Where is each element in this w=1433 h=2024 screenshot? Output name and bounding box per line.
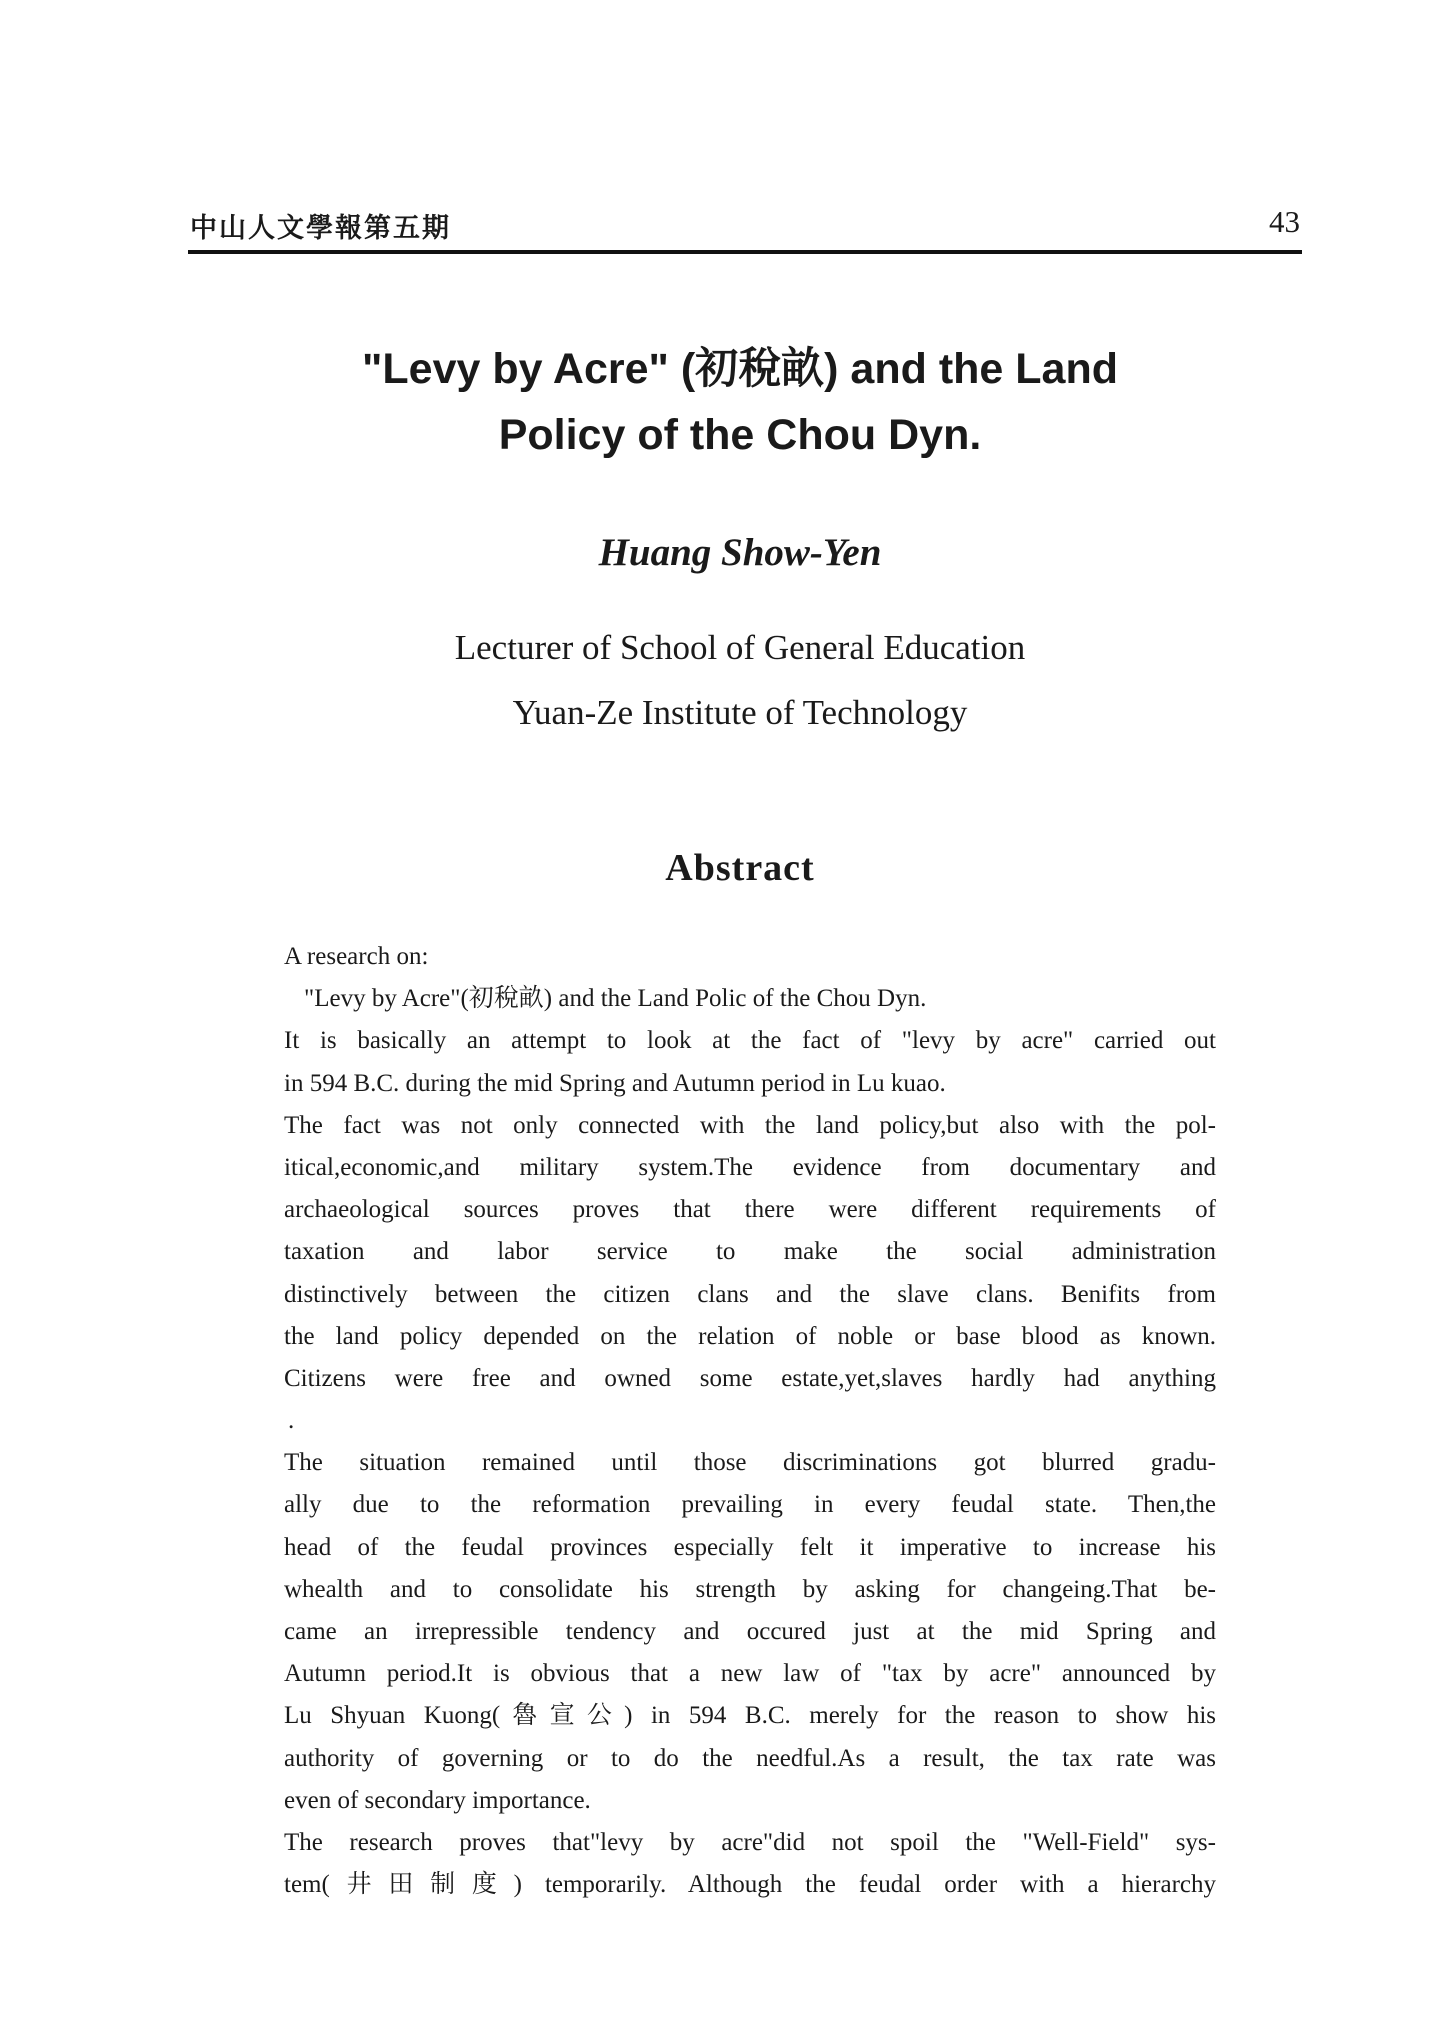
header-rule <box>188 250 1302 254</box>
abstract-line: A research on: <box>284 943 429 970</box>
abstract-line: The fact was not only connected with the land policy,but also with the pol- <box>284 1111 1216 1139</box>
title-line-1: "Levy by Acre" (初稅畝) and the Land <box>362 345 1118 393</box>
abstract-heading: Abstract <box>665 847 815 889</box>
abstract-line: itical,economic,and military system.The evidence from documentary and <box>284 1153 1216 1181</box>
abstract-line: Lu Shyuan Kuong(魯宣公) in 594 B.C. merely for the reason to show his <box>284 1702 1216 1730</box>
abstract-line: . <box>288 1407 295 1435</box>
abstract-line: Citizens were free and owned some estate,yet,slaves hardly had anything <box>284 1364 1216 1392</box>
abstract-line: ally due to the reformation prevailing in every feudal state. Then,the <box>284 1491 1216 1519</box>
abstract-line: archaeological sources proves that there were different requirements of <box>284 1196 1216 1224</box>
abstract-line: Autumn period.It is obvious that a new law of "tax by acre" announced by <box>284 1660 1216 1688</box>
abstract-line: authority of governing or to do the needful.As a result, the tax rate was <box>284 1744 1216 1772</box>
abstract-body <box>284 936 1216 1906</box>
page-number: 43 <box>1269 204 1300 239</box>
title-line-2: Policy of the Chou Dyn. <box>498 411 982 459</box>
abstract-line: even of secondary importance. <box>284 1786 591 1814</box>
abstract-line: in 594 B.C. during the mid Spring and Autumn period in Lu kuao. <box>284 1069 946 1097</box>
paper-title <box>300 336 1180 468</box>
journal-name: 中山人文學報第五期 <box>190 213 451 244</box>
abstract-line: The research proves that"levy by acre"did not spoil the "Well-Field" sys- <box>284 1828 1216 1856</box>
abstract-line: whealth and to consolidate his strength by asking for changeing.That be- <box>284 1575 1216 1603</box>
abstract-line: taxation and labor service to make the social administration <box>284 1238 1216 1266</box>
affiliation-line-1: Lecturer of School of General Education <box>454 628 1026 667</box>
abstract-line: distinctively between the citizen clans and the slave clans. Benifits from <box>284 1280 1216 1308</box>
abstract-line: The situation remained until those discriminations got blurred gradu- <box>284 1449 1216 1477</box>
abstract-line: "Levy by Acre"(初稅畝) and the Land Polic of the Chou Dyn. <box>304 985 927 1013</box>
abstract-line: tem(井田制度) temporarily. Although the feudal order with a hierarchy <box>284 1871 1216 1899</box>
author-name: Huang Show-Yen <box>598 531 882 574</box>
abstract-line: the land policy depended on the relation of noble or base blood as known. <box>284 1322 1216 1350</box>
abstract-line: It is basically an attempt to look at the fact of "levy by acre" carried out <box>284 1027 1216 1055</box>
abstract-line: head of the feudal provinces especially felt it imperative to increase his <box>284 1533 1216 1561</box>
affiliation-line-2: Yuan-Ze Institute of Technology <box>512 693 968 732</box>
running-header <box>190 206 1300 246</box>
abstract-line: came an irrepressible tendency and occured just at the mid Spring and <box>284 1618 1216 1645</box>
